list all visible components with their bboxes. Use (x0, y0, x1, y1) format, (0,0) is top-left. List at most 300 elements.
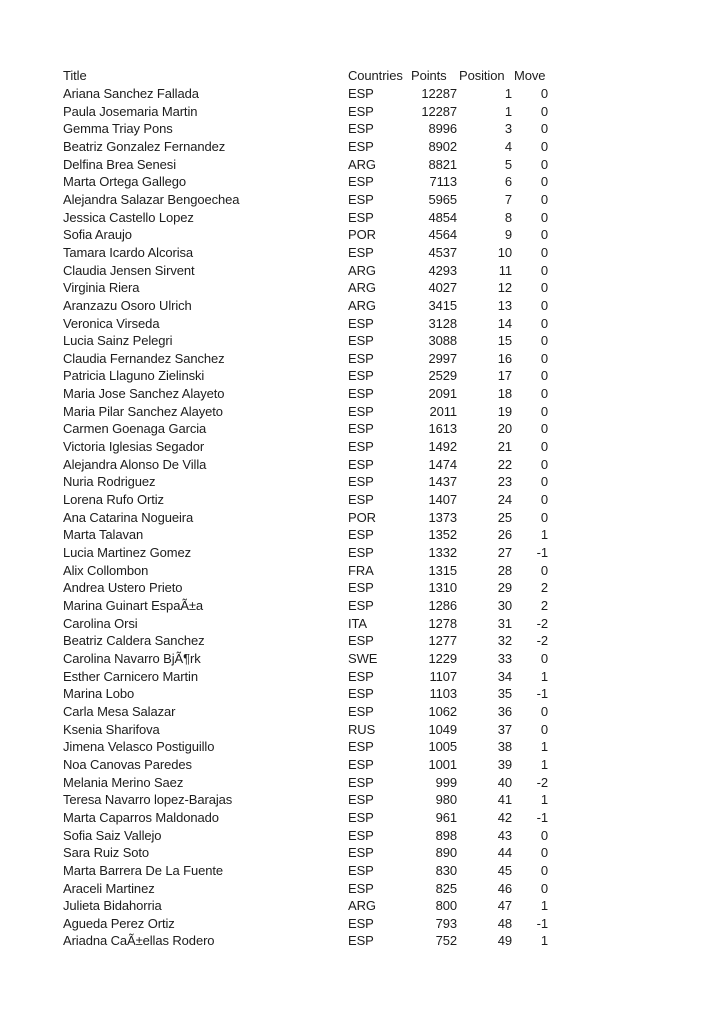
cell-points: 4027 (428, 280, 457, 296)
table-row (63, 791, 550, 809)
cell-title: Ksenia Sharifova (63, 721, 160, 737)
table-row (63, 350, 550, 368)
cell-countries: FRA (348, 562, 374, 578)
table-row (63, 102, 550, 120)
cell-title: Paula Josemaria Martin (63, 103, 198, 119)
cell-move: 0 (540, 121, 548, 137)
cell-move: 0 (540, 174, 548, 190)
cell-title: Maria Jose Sanchez Alayeto (63, 386, 225, 402)
table-row (63, 297, 550, 315)
cell-position: 29 (497, 580, 512, 596)
cell-move: 0 (540, 85, 548, 101)
cell-move: 1 (540, 739, 548, 755)
cell-title: Jessica Castello Lopez (63, 209, 194, 225)
cell-title: Sofia Saiz Vallejo (63, 827, 162, 843)
cell-countries: ESP (348, 209, 374, 225)
cell-points: 1278 (428, 615, 457, 631)
cell-move: 1 (540, 527, 548, 543)
cell-points: 1474 (428, 456, 457, 472)
cell-position: 19 (497, 403, 512, 419)
cell-countries: ESP (348, 792, 374, 808)
cell-move: 0 (540, 138, 548, 154)
cell-points: 825 (435, 880, 457, 896)
cell-title: Carolina Navarro BjÃ¶rk (63, 650, 201, 666)
table-row (63, 526, 550, 544)
cell-points: 12287 (421, 103, 457, 119)
table-row (63, 508, 550, 526)
rankings-table (63, 67, 550, 950)
cell-title: Alejandra Salazar Bengoechea (63, 191, 240, 207)
cell-points: 1103 (429, 686, 457, 702)
cell-position: 8 (504, 209, 512, 225)
cell-move: 0 (540, 650, 548, 666)
cell-points: 12287 (421, 85, 457, 101)
table-header-row (63, 67, 550, 85)
cell-countries: ESP (348, 244, 374, 260)
cell-position: 24 (497, 492, 512, 508)
cell-move: 1 (540, 933, 548, 949)
table-row (63, 191, 550, 209)
cell-position: 7 (504, 191, 512, 207)
cell-title: Alejandra Alonso De Villa (63, 456, 207, 472)
cell-title: Veronica Virseda (63, 315, 160, 331)
cell-points: 1315 (428, 562, 457, 578)
cell-countries: ESP (348, 368, 374, 384)
column-header-title: Title (63, 68, 87, 84)
cell-position: 20 (497, 421, 512, 437)
cell-move: 0 (540, 191, 548, 207)
table-row (63, 632, 550, 650)
cell-countries: ESP (348, 545, 374, 561)
cell-countries: ESP (348, 845, 374, 861)
cell-countries: ESP (348, 138, 374, 154)
cell-countries: ESP (348, 403, 374, 419)
cell-points: 1407 (428, 492, 457, 508)
cell-move: 0 (540, 509, 548, 525)
table-row (63, 915, 550, 933)
cell-move: 0 (540, 562, 548, 578)
table-row (63, 579, 550, 597)
table-row (63, 138, 550, 156)
table-row (63, 756, 550, 774)
cell-points: 1613 (428, 421, 457, 437)
cell-title: Marina Guinart EspaÃ±a (63, 598, 204, 614)
cell-countries: ESP (348, 121, 374, 137)
cell-points: 1062 (428, 703, 457, 719)
cell-title: Esther Carnicero Martin (63, 668, 198, 684)
cell-move: 0 (540, 862, 548, 878)
cell-position: 34 (497, 668, 512, 684)
cell-countries: ESP (348, 686, 374, 702)
table-row (63, 385, 550, 403)
table-row (63, 614, 550, 632)
table-row (63, 85, 550, 103)
cell-points: 890 (435, 845, 457, 861)
cell-move: 0 (540, 350, 548, 366)
cell-countries: ESP (348, 527, 374, 543)
table-row (63, 544, 550, 562)
cell-move: 0 (540, 227, 548, 243)
cell-points: 961 (435, 809, 457, 825)
table-row (63, 279, 550, 297)
table-row (63, 473, 550, 491)
cell-countries: ESP (348, 333, 374, 349)
cell-countries: RUS (348, 721, 376, 737)
cell-countries: ESP (348, 862, 374, 878)
cell-position: 31 (497, 615, 512, 631)
cell-title: Teresa Navarro lopez-Barajas (63, 792, 233, 808)
cell-title: Ana Catarina Nogueira (63, 509, 194, 525)
cell-position: 39 (497, 756, 512, 772)
cell-move: 0 (540, 244, 548, 260)
cell-title: Tamara Icardo Alcorisa (63, 244, 194, 260)
cell-title: Lorena Rufo Ortiz (63, 492, 164, 508)
cell-points: 7113 (429, 174, 457, 190)
cell-points: 3415 (428, 297, 457, 313)
cell-position: 25 (497, 509, 512, 525)
table-row (63, 738, 550, 756)
cell-countries: ARG (348, 280, 376, 296)
cell-points: 999 (435, 774, 457, 790)
table-row (63, 844, 550, 862)
cell-points: 8996 (428, 121, 457, 137)
cell-move: 0 (540, 439, 548, 455)
cell-countries: ESP (348, 668, 374, 684)
cell-countries: ESP (348, 703, 374, 719)
cell-position: 47 (497, 898, 512, 914)
cell-position: 14 (497, 315, 512, 331)
cell-position: 1 (504, 85, 512, 101)
cell-move: 0 (540, 880, 548, 896)
cell-title: Maria Pilar Sanchez Alayeto (63, 403, 223, 419)
cell-position: 28 (497, 562, 512, 578)
cell-points: 1005 (428, 739, 457, 755)
cell-countries: ESP (348, 492, 374, 508)
cell-move: 0 (540, 262, 548, 278)
cell-position: 45 (497, 862, 512, 878)
cell-title: Lucia Martinez Gomez (63, 545, 192, 561)
cell-move: -1 (536, 915, 548, 931)
cell-move: 0 (540, 421, 548, 437)
cell-points: 800 (435, 898, 457, 914)
cell-title: Claudia Fernandez Sanchez (63, 350, 225, 366)
cell-position: 6 (504, 174, 512, 190)
cell-title: Marta Barrera De La Fuente (63, 862, 223, 878)
cell-points: 2529 (428, 368, 457, 384)
cell-title: Claudia Jensen Sirvent (63, 262, 195, 278)
table-row (63, 455, 550, 473)
column-header-countries: Countries (348, 68, 403, 84)
cell-title: Jimena Velasco Postiguillo (63, 739, 215, 755)
cell-countries: ESP (348, 386, 374, 402)
cell-points: 980 (435, 792, 457, 808)
cell-points: 2091 (428, 386, 457, 402)
cell-move: 0 (540, 474, 548, 490)
cell-countries: ESP (348, 933, 374, 949)
cell-move: -2 (536, 774, 548, 790)
cell-countries: ESP (348, 739, 374, 755)
cell-position: 16 (497, 350, 512, 366)
cell-points: 5965 (428, 191, 457, 207)
cell-countries: ESP (348, 439, 374, 455)
cell-move: 0 (540, 297, 548, 313)
table-row (63, 367, 550, 385)
table-row (63, 650, 550, 668)
cell-title: Marta Caparros Maldonado (63, 809, 219, 825)
cell-points: 1107 (429, 668, 457, 684)
cell-countries: ESP (348, 456, 374, 472)
cell-countries: ESP (348, 756, 374, 772)
cell-countries: ESP (348, 350, 374, 366)
cell-countries: ARG (348, 297, 376, 313)
cell-move: -1 (536, 809, 548, 825)
cell-title: Ariadna CaÃ±ellas Rodero (63, 933, 215, 949)
cell-position: 17 (497, 368, 512, 384)
cell-countries: POR (348, 509, 376, 525)
cell-position: 41 (497, 792, 512, 808)
cell-countries: ARG (348, 262, 376, 278)
cell-position: 43 (497, 827, 512, 843)
table-row (63, 862, 550, 880)
cell-countries: ESP (348, 174, 374, 190)
table-row (63, 155, 550, 173)
cell-points: 830 (435, 862, 457, 878)
cell-move: 0 (540, 492, 548, 508)
cell-position: 12 (497, 280, 512, 296)
cell-points: 1310 (428, 580, 457, 596)
cell-points: 752 (435, 933, 457, 949)
cell-points: 1001 (428, 756, 457, 772)
cell-position: 46 (497, 880, 512, 896)
cell-title: Alix Collombon (63, 562, 149, 578)
cell-countries: ESP (348, 474, 374, 490)
cell-points: 4854 (428, 209, 457, 225)
cell-position: 18 (497, 386, 512, 402)
table-row (63, 208, 550, 226)
cell-move: 1 (540, 792, 548, 808)
cell-move: 0 (540, 156, 548, 172)
cell-points: 1373 (428, 509, 457, 525)
cell-move: 1 (540, 668, 548, 684)
cell-move: 2 (540, 598, 548, 614)
table-row (63, 685, 550, 703)
cell-points: 8902 (428, 138, 457, 154)
cell-points: 4564 (428, 227, 457, 243)
cell-points: 793 (435, 915, 457, 931)
cell-title: Carmen Goenaga Garcia (63, 421, 207, 437)
cell-move: 0 (540, 280, 548, 296)
cell-move: -1 (536, 545, 548, 561)
cell-position: 9 (504, 227, 512, 243)
cell-move: 0 (540, 721, 548, 737)
cell-points: 3088 (428, 333, 457, 349)
cell-title: Noa Canovas Paredes (63, 756, 192, 772)
cell-title: Lucia Sainz Pelegri (63, 333, 173, 349)
table-row (63, 420, 550, 438)
column-header-points: Points (411, 68, 447, 84)
cell-countries: ESP (348, 85, 374, 101)
cell-position: 49 (497, 933, 512, 949)
cell-title: Virginia Riera (63, 280, 140, 296)
table-row (63, 932, 550, 950)
cell-title: Agueda Perez Ortiz (63, 915, 175, 931)
cell-move: 0 (540, 209, 548, 225)
cell-countries: ESP (348, 827, 374, 843)
cell-position: 15 (497, 333, 512, 349)
table-row (63, 809, 550, 827)
cell-title: Beatriz Gonzalez Fernandez (63, 138, 226, 154)
cell-countries: ITA (348, 615, 367, 631)
cell-countries: POR (348, 227, 376, 243)
cell-title: Marta Ortega Gallego (63, 174, 187, 190)
cell-title: Nuria Rodriguez (63, 474, 156, 490)
cell-points: 3128 (428, 315, 457, 331)
table-row (63, 561, 550, 579)
table-row (63, 261, 550, 279)
table-row (63, 120, 550, 138)
cell-move: -2 (536, 615, 548, 631)
table-row (63, 720, 550, 738)
cell-position: 10 (497, 244, 512, 260)
cell-title: Andrea Ustero Prieto (63, 580, 183, 596)
cell-points: 4293 (428, 262, 457, 278)
cell-position: 30 (497, 598, 512, 614)
cell-title: Marina Lobo (63, 686, 135, 702)
table-row (63, 402, 550, 420)
cell-points: 4537 (428, 244, 457, 260)
cell-move: 1 (540, 756, 548, 772)
cell-points: 1437 (428, 474, 457, 490)
cell-title: Sara Ruiz Soto (63, 845, 150, 861)
table-row (63, 897, 550, 915)
cell-position: 37 (497, 721, 512, 737)
cell-position: 48 (497, 915, 512, 931)
cell-countries: ESP (348, 421, 374, 437)
cell-points: 1286 (428, 598, 457, 614)
cell-countries: ESP (348, 809, 374, 825)
table-body (63, 85, 550, 950)
cell-points: 1277 (428, 633, 457, 649)
table-row (63, 491, 550, 509)
cell-position: 36 (497, 703, 512, 719)
table-row (63, 438, 550, 456)
cell-move: 0 (540, 403, 548, 419)
cell-countries: ESP (348, 580, 374, 596)
cell-countries: ARG (348, 898, 376, 914)
table-row (63, 879, 550, 897)
table-row (63, 703, 550, 721)
cell-move: -2 (536, 633, 548, 649)
table-row (63, 314, 550, 332)
cell-move: 0 (540, 703, 548, 719)
cell-title: Carla Mesa Salazar (63, 703, 176, 719)
cell-points: 1352 (428, 527, 457, 543)
cell-title: Julieta Bidahorria (63, 898, 162, 914)
cell-title: Gemma Triay Pons (63, 121, 173, 137)
cell-points: 898 (435, 827, 457, 843)
cell-countries: ESP (348, 880, 374, 896)
cell-move: 0 (540, 386, 548, 402)
cell-title: Melania Merino Saez (63, 774, 184, 790)
cell-countries: ESP (348, 598, 374, 614)
cell-countries: ESP (348, 633, 374, 649)
cell-position: 32 (497, 633, 512, 649)
cell-position: 33 (497, 650, 512, 666)
cell-position: 21 (497, 439, 512, 455)
cell-countries: ESP (348, 103, 374, 119)
cell-title: Delfina Brea Senesi (63, 156, 176, 172)
cell-points: 1049 (428, 721, 457, 737)
table-row (63, 226, 550, 244)
cell-move: 2 (540, 580, 548, 596)
cell-move: 1 (540, 898, 548, 914)
table-row (63, 773, 550, 791)
cell-points: 2011 (429, 403, 457, 419)
cell-title: Sofia Araujo (63, 227, 132, 243)
table-row (63, 826, 550, 844)
cell-title: Beatriz Caldera Sanchez (63, 633, 205, 649)
cell-position: 5 (504, 156, 512, 172)
cell-move: 0 (540, 845, 548, 861)
cell-title: Marta Talavan (63, 527, 144, 543)
cell-title: Aranzazu Osoro Ulrich (63, 297, 192, 313)
cell-position: 38 (497, 739, 512, 755)
cell-countries: ESP (348, 915, 374, 931)
cell-position: 23 (497, 474, 512, 490)
column-header-position: Position (459, 68, 505, 84)
column-header-move: Move (514, 68, 546, 84)
cell-countries: SWE (348, 650, 378, 666)
cell-countries: ARG (348, 156, 376, 172)
cell-title: Araceli Martinez (63, 880, 155, 896)
cell-position: 35 (497, 686, 512, 702)
cell-position: 1 (504, 103, 512, 119)
cell-position: 44 (497, 845, 512, 861)
cell-title: Patricia Llaguno Zielinski (63, 368, 205, 384)
cell-move: 0 (540, 103, 548, 119)
cell-points: 1492 (428, 439, 457, 455)
cell-position: 27 (497, 545, 512, 561)
table-row (63, 244, 550, 262)
cell-move: 0 (540, 315, 548, 331)
table-row (63, 597, 550, 615)
cell-position: 22 (497, 456, 512, 472)
cell-position: 26 (497, 527, 512, 543)
cell-position: 4 (504, 138, 512, 154)
cell-title: Carolina Orsi (63, 615, 138, 631)
cell-title: Victoria Iglesias Segador (63, 439, 205, 455)
table-row (63, 173, 550, 191)
cell-points: 1229 (428, 650, 457, 666)
cell-points: 1332 (428, 545, 457, 561)
cell-position: 13 (497, 297, 512, 313)
table-row (63, 667, 550, 685)
cell-countries: ESP (348, 315, 374, 331)
cell-position: 3 (504, 121, 512, 137)
cell-points: 2997 (428, 350, 457, 366)
cell-countries: ESP (348, 191, 374, 207)
cell-move: 0 (540, 456, 548, 472)
cell-title: Ariana Sanchez Fallada (63, 85, 199, 101)
table-row (63, 332, 550, 350)
cell-move: -1 (536, 686, 548, 702)
cell-position: 40 (497, 774, 512, 790)
cell-position: 11 (498, 262, 512, 278)
cell-move: 0 (540, 827, 548, 843)
cell-position: 42 (497, 809, 512, 825)
cell-countries: ESP (348, 774, 374, 790)
cell-move: 0 (540, 333, 548, 349)
